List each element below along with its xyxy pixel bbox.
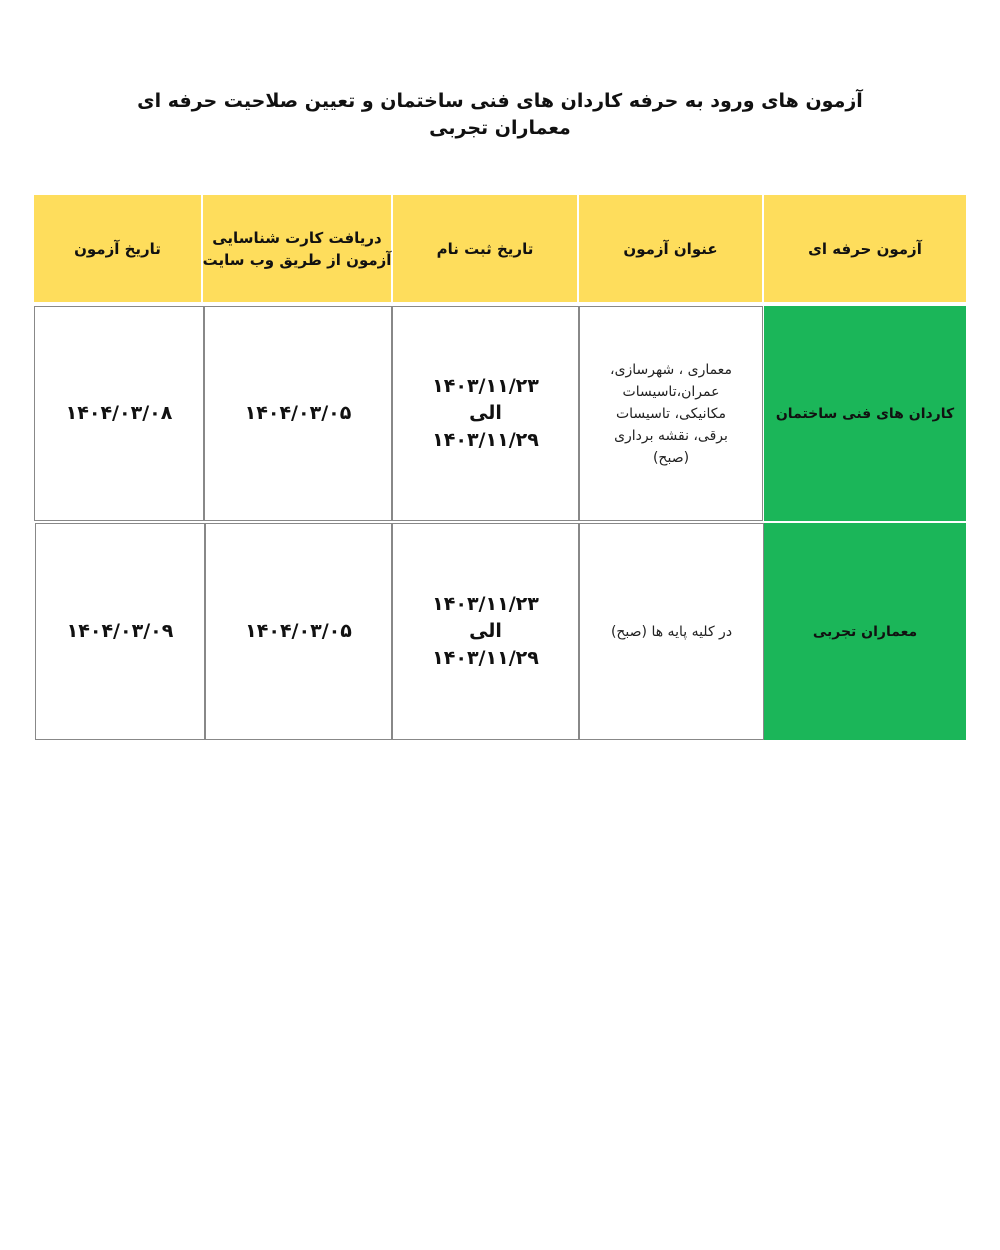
- header-exam-type: [764, 195, 966, 302]
- row-2-exam-type-label: معماران تجربی: [812, 623, 918, 640]
- row-2-registration-from: ۱۴۰۳/۱۱/۲۳: [432, 593, 539, 615]
- header-registration-date-label: تاریخ ثبت نام: [436, 239, 534, 258]
- page-title-line-1: آزمون های ورود به حرفه کاردان های فنی ساختمان و تعیین صلاحیت حرفه ای: [137, 90, 863, 112]
- header-card-download-line-2: آزمون از طریق وب سایت: [202, 250, 392, 269]
- row-1-exam-title: [579, 306, 763, 521]
- row-2-registration-to: ۱۴۰۳/۱۱/۲۹: [432, 647, 539, 669]
- row-1-card-date: [204, 306, 392, 521]
- row-2-exam-date-value: ۱۴۰۴/۰۳/۰۹: [66, 620, 174, 642]
- row-2-registration-separator: الی: [469, 620, 502, 642]
- row-2-card-date: [205, 523, 392, 740]
- header-exam-date-label: تاریخ آزمون: [74, 239, 161, 258]
- row-2-registration-date: [392, 523, 579, 740]
- row-1-exam-date: [34, 306, 204, 521]
- row-1-exam-type: [764, 306, 966, 521]
- header-registration-date: [393, 195, 577, 302]
- row-1-registration-to: ۱۴۰۳/۱۱/۲۹: [432, 429, 539, 451]
- row-1-registration-date: [392, 306, 579, 521]
- row-2-exam-title: [579, 523, 764, 740]
- row-1-exam-type-label: کاردان های فنی ساختمان: [775, 405, 955, 422]
- row-2-exam-type: [764, 523, 966, 740]
- page-title-line-2: معماران تجربی: [429, 117, 571, 139]
- row-1-exam-title-line-4: برقی، نقشه برداری: [614, 427, 728, 444]
- header-exam-date: [34, 195, 201, 302]
- row-2-exam-title-line-1: در کلیه پایه ها (صبح): [610, 623, 733, 640]
- row-1-exam-title-line-2: عمران،تاسیسات: [622, 383, 720, 400]
- row-1-exam-title-line-1: معماری ، شهرسازی،: [610, 361, 732, 378]
- header-exam-title: [579, 195, 762, 302]
- header-exam-type-label: آزمون حرفه ای: [808, 239, 922, 258]
- row-2-card-date-value: ۱۴۰۴/۰۳/۰۵: [245, 620, 352, 642]
- page-title: [0, 88, 1000, 142]
- row-1-exam-date-value: ۱۴۰۴/۰۳/۰۸: [65, 402, 173, 424]
- header-card-download-line-1: دریافت کارت شناسایی: [212, 228, 382, 247]
- row-1-card-date-value: ۱۴۰۴/۰۳/۰۵: [244, 402, 352, 424]
- row-1-registration-from: ۱۴۰۳/۱۱/۲۳: [432, 375, 539, 397]
- header-card-download: [203, 195, 391, 302]
- header-exam-title-label: عنوان آزمون: [623, 239, 718, 258]
- row-2-exam-date: [35, 523, 205, 740]
- row-1-exam-title-line-5: (صبح): [652, 449, 690, 466]
- row-1-registration-separator: الی: [469, 402, 502, 424]
- row-1-exam-title-line-3: مکانیکی، تاسیسات: [615, 405, 727, 422]
